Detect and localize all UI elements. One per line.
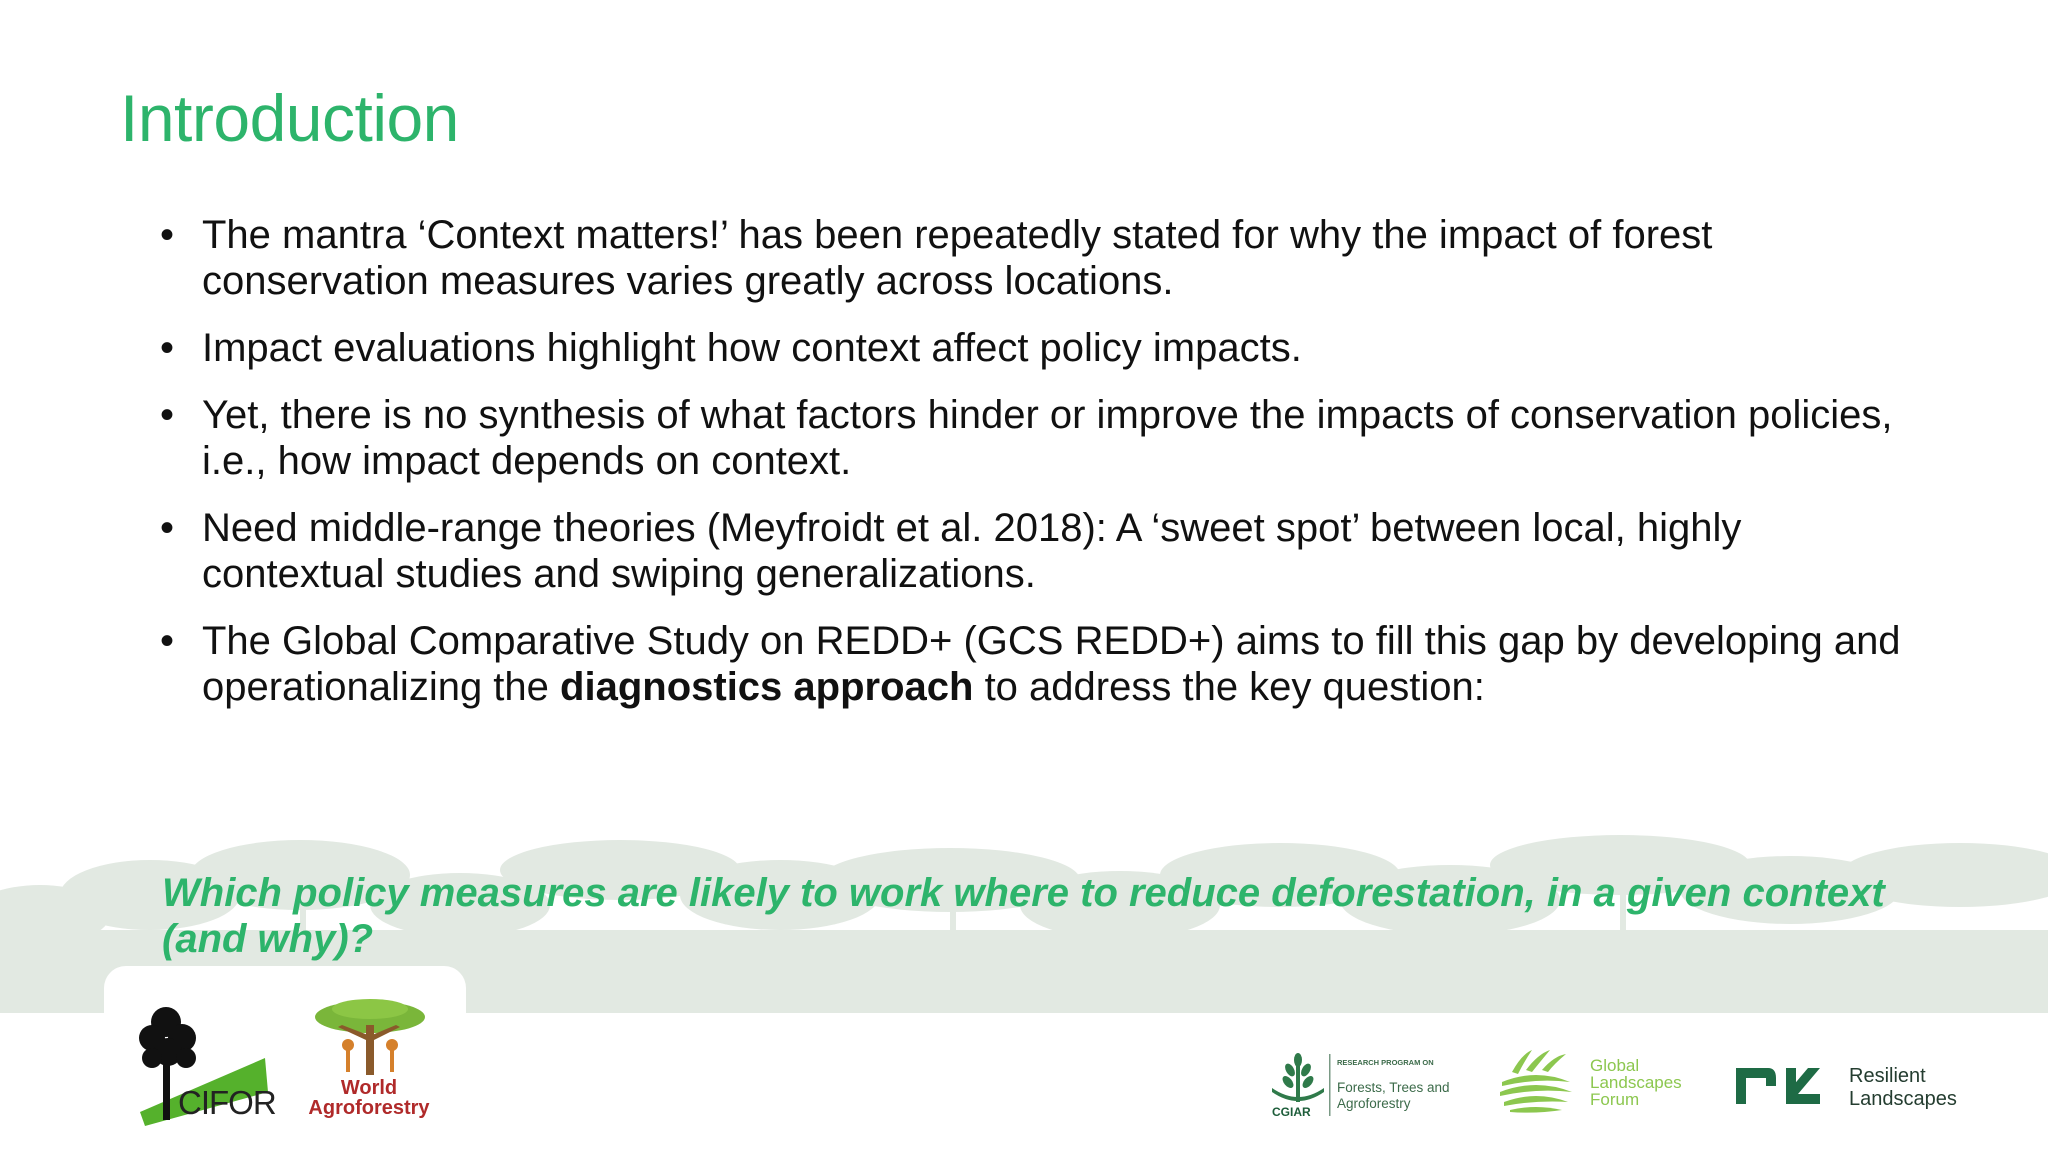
cifor-logo-text: CIFOR (178, 1084, 276, 1121)
bullet-item (160, 392, 1920, 484)
bullet-item (160, 325, 1920, 371)
resilient-landscapes-logo-text: Resilient Landscapes (1849, 1065, 1957, 1110)
resilient-landscapes-icon (1734, 1064, 1824, 1106)
logo-divider (1328, 1054, 1332, 1116)
cgiar-wheat-icon (1268, 1052, 1328, 1107)
fta-logo-text: Forests, Trees and Agroforestry (1337, 1080, 1450, 1111)
bullet-text: Need middle-range theories (Meyfroidt et al. 2018): A ‘sweet spot’ between local, highly contextual studies and swiping generalizations. (202, 506, 1742, 596)
bullet-text: The mantra ‘Context matters!’ has been repeatedly stated for why the impact of forest conservation measures varies greatly across locations. (202, 213, 1713, 303)
fta-program-label: RESEARCH PROGRAM ON (1337, 1058, 1434, 1067)
bullet-text-start: The Global Comparative Study on REDD+ (GCS REDD+) aims to fill this gap by developing and operationalizing the (202, 619, 1901, 709)
bullet-text-end: to address the key question: (973, 665, 1485, 709)
bullet-item (160, 505, 1920, 597)
bullet-item (160, 618, 1920, 710)
world-agroforestry-logo-text: World Agroforestry (308, 1077, 430, 1119)
glf-leaf-icon (1496, 1048, 1576, 1120)
bullet-text: Yet, there is no synthesis of what factors hinder or improve the impacts of conservation policies, i.e., how impact depends on context. (202, 393, 1893, 483)
bullet-bold-term: diagnostics approach (560, 665, 974, 709)
glf-logo-text: Global Landscapes Forum (1590, 1056, 1682, 1109)
slide-title: Introduction (120, 81, 459, 155)
key-question: Which policy measures are likely to work where to reduce deforestation, in a given context (and why)? (162, 871, 1885, 961)
bullet-text: Impact evaluations highlight how context affect policy impacts. (202, 326, 1302, 370)
world-agroforestry-tree-icon (308, 995, 434, 1080)
cgiar-logo-text: CGIAR (1272, 1105, 1311, 1119)
bullet-item (160, 212, 1920, 304)
bullet-list (160, 212, 1920, 731)
